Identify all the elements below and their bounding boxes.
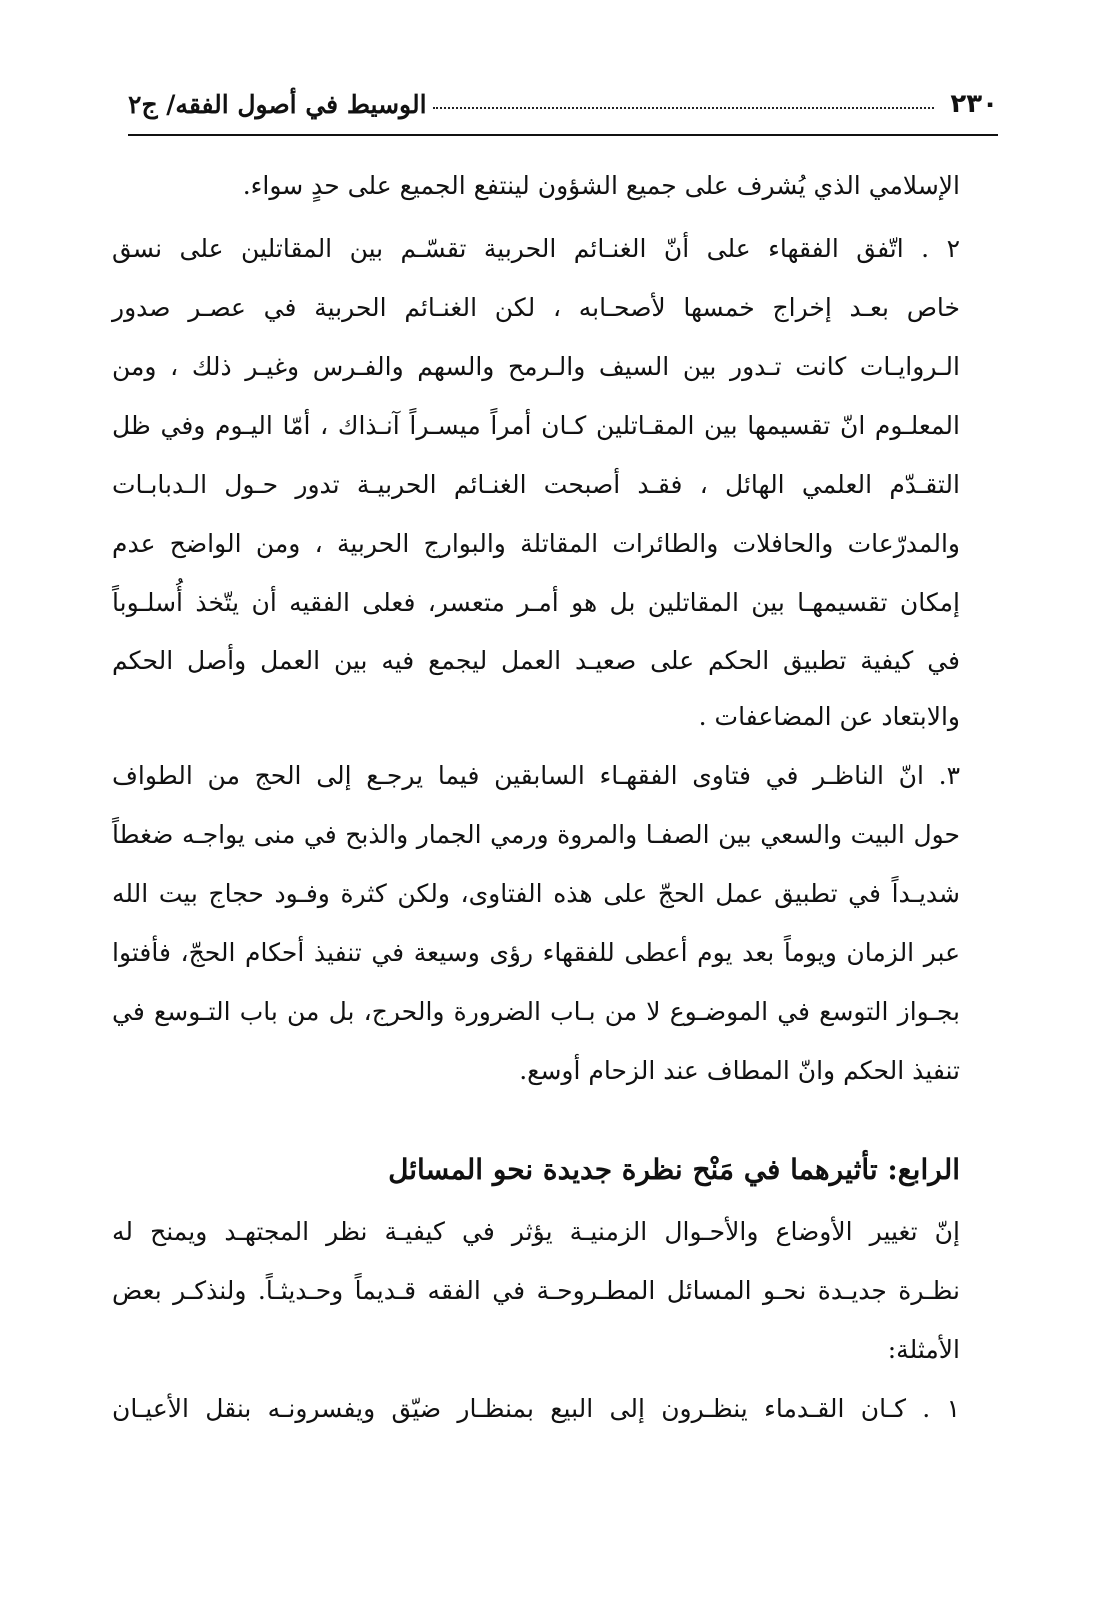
header-leader-dots	[433, 107, 935, 109]
text-line: نظـرة جديـدة نحـو المسائل المطـروحـة في الفقه قـديماً وحـديثـاً. ولنذكـر بعض	[112, 1276, 960, 1305]
text-line: إنّ تغيير الأوضاع والأحـوال الزمنيـة يؤثر في كيفيـة نظر المجتهـد ويمنح له	[112, 1217, 960, 1246]
text-line: التقـدّم العلمي الهائل ، فقـد أصبحت الغنـائم الحربيـة تدور حـول الـدبابـات	[112, 470, 960, 499]
text-line: في كيفية تطبيق الحكم على صعيـد العمل ليجمع فيه بين العمل وأصل الحكم	[112, 646, 960, 675]
text-line: والمدرّعات والحافلات والطائرات المقاتلة والبوارج الحربية ، ومن الواضح عدم	[112, 529, 960, 558]
text-line: ٣. انّ الناظـر في فتاوى الفقهـاء السابقين فيما يرجـع إلى الحج من الطواف	[112, 761, 960, 790]
text-line: إمكان تقسيمهـا بين المقاتلين بل هو أمـر متعسر، فعلى الفقيه أن يتّخذ أُسلـوباً	[112, 588, 960, 617]
text-line: خاص بعـد إخراج خمسها لأصحـابه ، لكن الغنـائم الحربية في عصـر صدور	[112, 293, 960, 322]
text-line: شديـداً في تطبيق عمل الحجّ على هذه الفتاوى، ولكن كثرة وفـود حجاج بيت الله	[112, 879, 960, 908]
text-line: الـروايـات كانت تـدور بين السيف والـرمح والسهم والفـرس وغيـر ذلك ، ومن	[112, 352, 960, 381]
text-line: بجـواز التوسع في الموضـوع لا من بـاب الضرورة والحرج، بل من باب التـوسع في	[112, 997, 960, 1026]
page-number: ٢٣٠	[950, 89, 998, 119]
text-line: ١ . كـان القـدماء ينظـرون إلى البيع بمنظـار ضيّق ويفسرونـه بنقل الأعيـان	[112, 1394, 960, 1423]
text-line: المعلـوم انّ تقسيمها بين المقـاتلين كـان أمراً ميسـراً آنـذاك ، أمّا اليـوم وفي ظل	[112, 411, 960, 440]
header-rule	[128, 134, 998, 136]
page-header	[128, 80, 998, 128]
text-line: الإسلامي الذي يُشرف على جميع الشؤون لينتفع الجميع على حدٍ سواء.	[242, 171, 960, 200]
section-heading: الرابع: تأثيرهما في مَنْح نظرة جديدة نحو المسائل	[388, 1153, 960, 1186]
text-line: تنفيذ الحكم وانّ المطاف عند الزحام أوسع.	[519, 1056, 960, 1085]
text-line: عبر الزمان ويوماً بعد يوم أعطى للفقهاء رؤى وسيعة في تنفيذ أحكام الحجّ، فأفتوا	[112, 938, 960, 967]
text-line: ٢ . اتّفق الفقهاء على أنّ الغنـائم الحربية تقسّـم بين المقاتلين على نسق	[112, 234, 960, 263]
text-line: الأمثلة:	[887, 1335, 960, 1364]
text-line: والابتعاد عن المضاعفات .	[698, 702, 960, 731]
text-line: حول البيت والسعي بين الصفـا والمروة ورمي الجمار والذبح في منى يواجـه ضغطاً	[112, 820, 960, 849]
running-title: الوسيط في أصول الفقه/ ج٢	[128, 89, 427, 119]
